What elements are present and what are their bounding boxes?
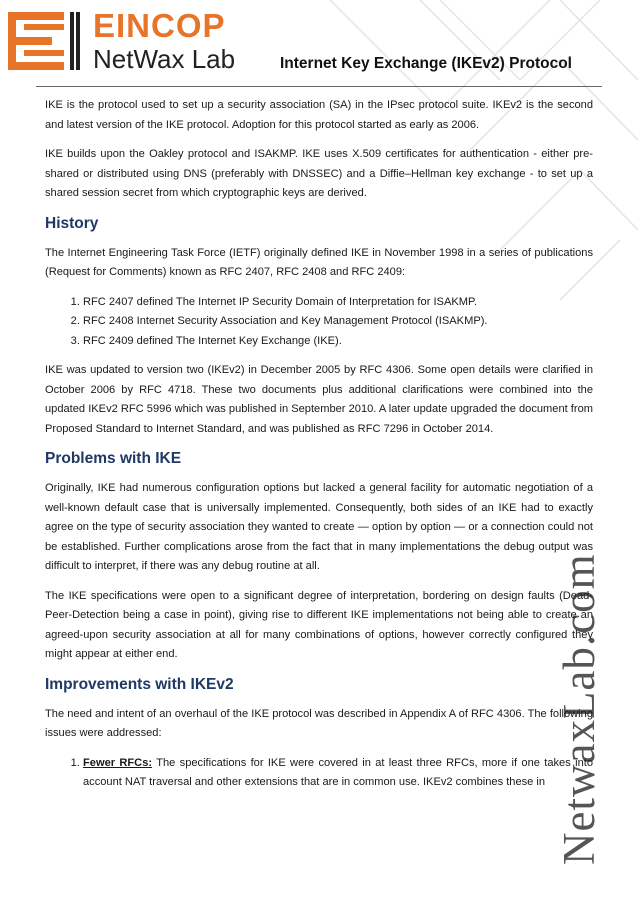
rfc-list bbox=[45, 293, 593, 352]
list-item: 1. RFC 2407 defined The Internet IP Security Domain of Interpretation for ISAKMP. bbox=[83, 293, 593, 313]
brand-subtitle: NetWax Lab bbox=[93, 44, 236, 74]
brand-name: EINCOP bbox=[93, 7, 226, 44]
history-paragraph: The Internet Engineering Task Force (IETF) originally defined IKE in November 1998 in a series of publications (Request for Comments) known as RFC 2407, RFC 2408 and RFC 2409: bbox=[45, 246, 593, 278]
section-heading-problems: Problems with IKE bbox=[45, 450, 182, 467]
issues-list bbox=[45, 754, 593, 793]
issue-label: Fewer RFCs: bbox=[83, 756, 153, 769]
intro-paragraph: IKE builds upon the Oakley protocol and ISAKMP. IKE uses X.509 certificates for authentication - either pre-shared or distributed using DNS (preferably with DNSSEC) and a Diffie–Hellman key exchange - to set up a shared session secret from which cryptographic keys are derived. bbox=[45, 148, 593, 199]
issue-text: The specifications for IKE were covered in at least three RFCs, more if one takes into account NAT traversal and other extensions that are in common use. IKEv2 combines these in bbox=[83, 756, 593, 788]
header-divider bbox=[36, 86, 602, 87]
section-heading-improvements: Improvements with IKEv2 bbox=[45, 675, 234, 693]
intro-paragraph: IKE is the protocol used to set up a security association (SA) in the IPsec protocol suite. IKEv2 is the second and latest version of the IKE protocol. Adoption for this protocol started as early as 2006. bbox=[45, 99, 593, 131]
watermark: NetwaxLab.com bbox=[554, 553, 604, 865]
list-item bbox=[83, 754, 593, 793]
section-heading-history: History bbox=[45, 214, 99, 232]
page-title: Internet Key Exchange (IKEv2) Protocol bbox=[280, 55, 572, 72]
list-item: 2. RFC 2408 Internet Security Association and Key Management Protocol (ISAKMP). bbox=[83, 312, 593, 332]
eincop-logo-icon bbox=[8, 12, 80, 70]
problems-paragraph: The IKE specifications were open to a significant degree of interpretation, bordering on design faults (Dead-Peer-Detection being a case in point), giving rise to different IKE implementations not being able to create an agreed-upon security association at all for many combinations of options, however correctly configured they might appear at either end. bbox=[45, 589, 593, 660]
list-item: 3. RFC 2409 defined The Internet Key Exchange (IKE). bbox=[83, 332, 593, 352]
document-body bbox=[45, 96, 593, 803]
problems-paragraph: Originally, IKE had numerous configuration options but lacked a general facility for automatic negotiation of a well-known default case that is universally implemented. Consequently, both sides of an IKE had to exactly agree on the type of security association they wanted to create — option by option — or a connection could not be established. Further complications arose from the fact that in many implementations the debug output was difficult to interpret, if there was any debug routine at all. bbox=[45, 482, 593, 572]
improvements-paragraph: The need and intent of an overhaul of the IKE protocol was described in Appendix A of RFC 4306. The following issues were addressed: bbox=[45, 707, 593, 739]
history-paragraph: IKE was updated to version two (IKEv2) in December 2005 by RFC 4306. Some open details were clarified in October 2006 by RFC 4718. These two documents plus additional clarifications were combined into the updated IKEv2 RFC 5996 which was published in September 2010. A later update upgraded the document from Proposed Standard to Internet Standard, and was published as RFC 7296 in October 2014. bbox=[45, 364, 593, 435]
page-header bbox=[0, 0, 638, 90]
